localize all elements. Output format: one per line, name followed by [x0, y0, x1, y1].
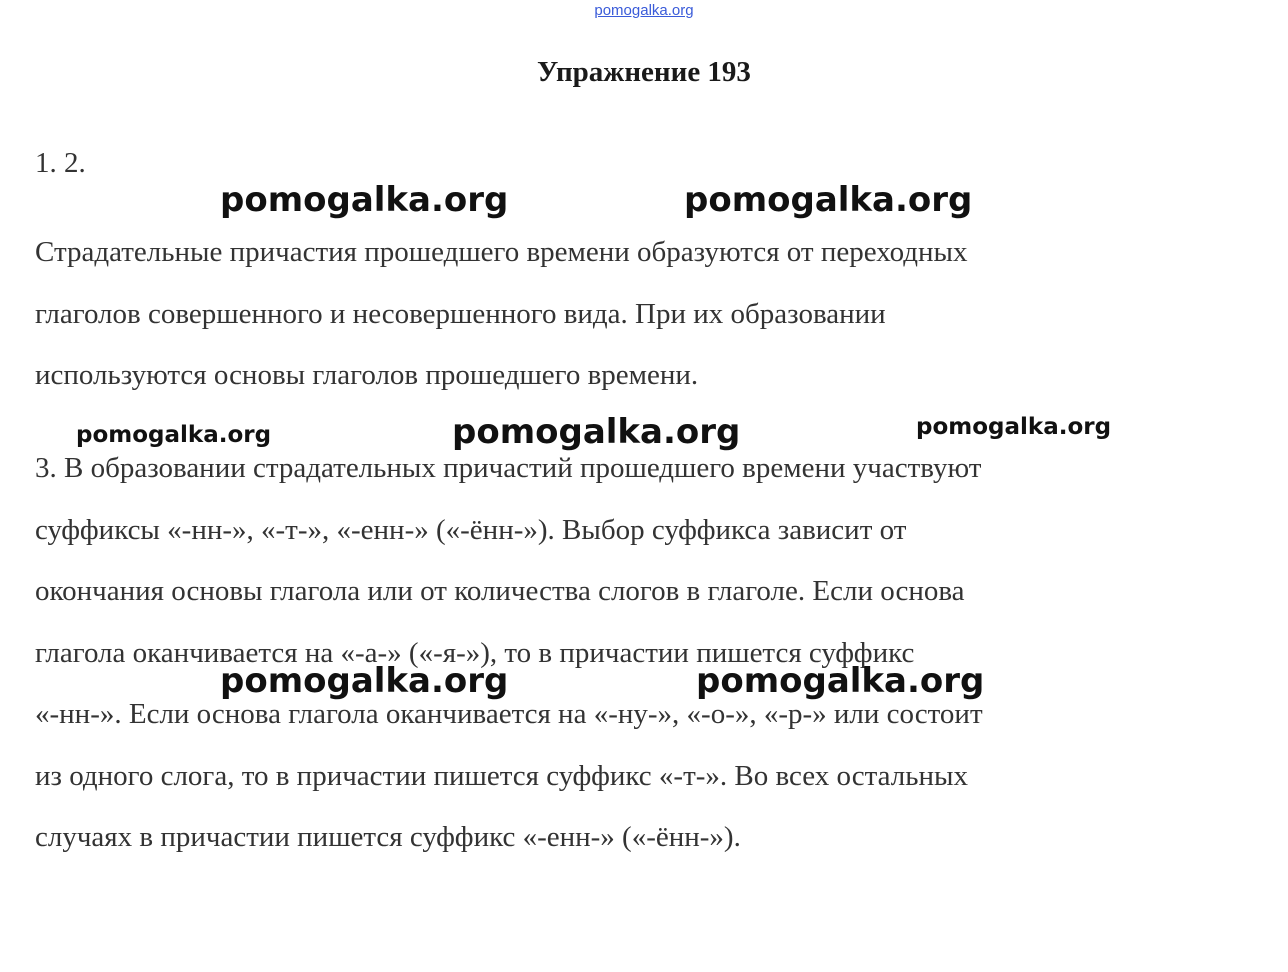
- text-line: глагола оканчивается на «-а-» («-я-»), то в причастии пишется суффикс: [35, 636, 915, 669]
- text-line: суффиксы «-нн-», «-т-», «-енн-» («-ённ-»). Выбор суффикса зависит от: [35, 513, 907, 546]
- paragraph-passive-participles-formation: [35, 222, 1235, 407]
- watermark: pomogalka.org: [220, 180, 509, 220]
- item-numbering: 1. 2.: [35, 147, 86, 179]
- text-line: «-нн-». Если основа глагола оканчивается на «-ну-», «-о-», «-р-» или состоит: [35, 698, 983, 730]
- text-line: случаях в причастии пишется суффикс «-енн-» («-ённ-»).: [35, 821, 741, 853]
- text-line: 3. В образовании страдательных причастий прошедшего времени участвуют: [35, 452, 982, 484]
- text-line: из одного слога, то в причастии пишется суффикс «-т-». Во всех остальных: [35, 759, 968, 792]
- watermark: pomogalka.org: [696, 661, 985, 701]
- text-line: используются основы глаголов прошедшего времени.: [35, 359, 699, 391]
- source-site-link[interactable]: pomogalka.org: [594, 2, 694, 19]
- text-line: окончания основы глагола или от количества слогов в глаголе. Если основа: [35, 575, 965, 607]
- text-line: Страдательные причастия прошедшего времени образуются от переходных: [35, 236, 968, 268]
- watermark: pomogalka.org: [684, 180, 973, 220]
- watermark: pomogalka.org: [76, 422, 272, 448]
- page-title: Упражнение 193: [537, 56, 751, 88]
- watermark: pomogalka.org: [220, 661, 509, 701]
- text-line: глаголов совершенного и несовершенного вида. При их образовании: [35, 297, 886, 330]
- paragraph-suffix-rules: [35, 438, 1235, 869]
- watermark: pomogalka.org: [916, 414, 1112, 440]
- watermark: pomogalka.org: [452, 412, 741, 452]
